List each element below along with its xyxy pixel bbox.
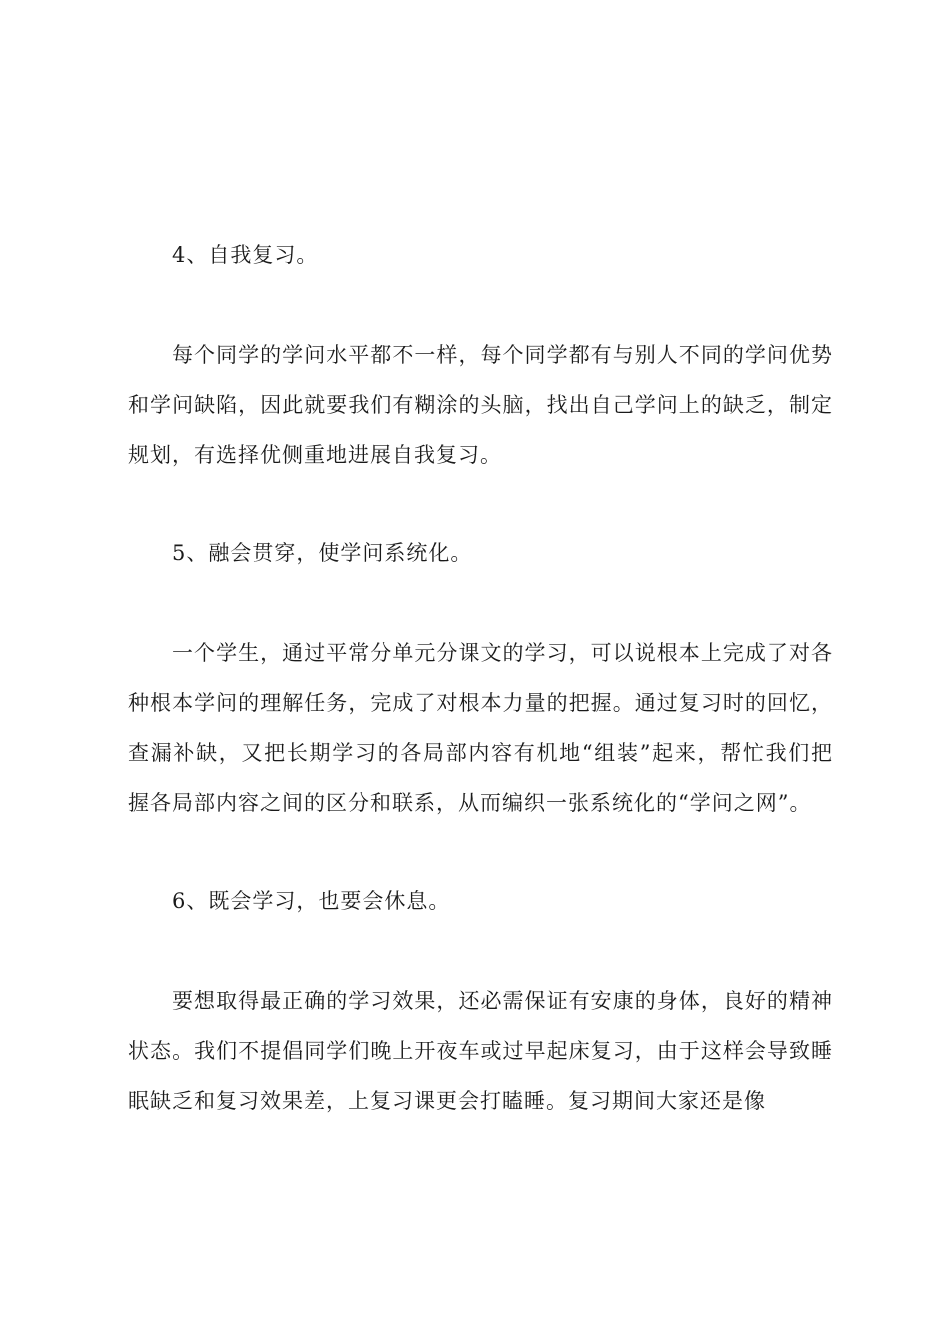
spacer [128,828,833,876]
spacer [128,926,833,976]
section-heading-4: 4、自我复习。 [172,243,319,267]
section-heading-5: 5、融会贯穿，使学问系统化。 [172,541,473,565]
spacer [128,578,833,628]
spacer [128,280,833,330]
spacer [128,480,833,528]
section-paragraph-6: 要想取得最正确的学习效果，还必需保证有安康的身体，良好的精神状态。我们不提倡同学们晚上开夜车或过早起床复习，由于这样会导致睡眠缺乏和复习效果差，上复习课更会打瞌睡。复习期间大家还是像 [128,989,833,1113]
document-body [128,230,833,1126]
section-paragraph-5: 一个学生，通过平常分单元分课文的学习，可以说根本上完成了对各种根本学问的理解任务，完成了对根本力量的把握。通过复习时的回忆，查漏补缺，又把长期学习的各局部内容有机地“组装”起来，帮忙我们把握各局部内容之间的区分和联系，从而编织一张系统化的“学问之网”。 [128,641,833,815]
section-heading-6: 6、既会学习，也要会休息。 [172,889,451,913]
section-paragraph-4: 每个同学的学问水平都不一样，每个同学都有与别人不同的学问优势和学问缺陷，因此就要我们有糊涂的头脑，找出自己学问上的缺乏，制定规划，有选择优侧重地进展自我复习。 [128,343,833,467]
